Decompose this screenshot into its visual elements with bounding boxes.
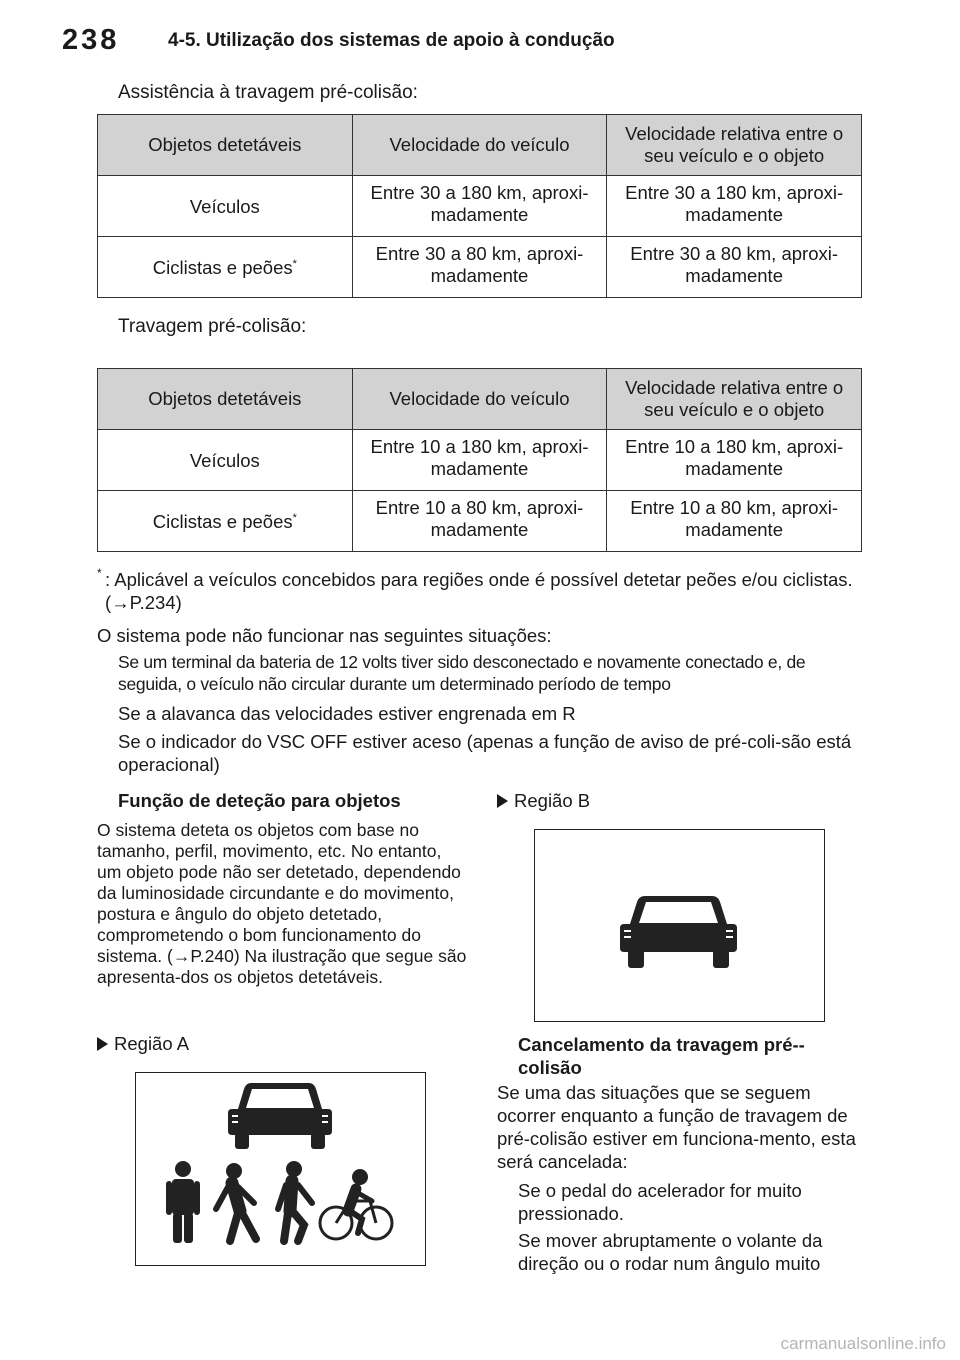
cancel-heading: Cancelamento da travagem pré--colisão	[518, 1034, 805, 1078]
table2-cell-object: Ciclistas e peões*	[98, 491, 353, 552]
region-b-figure	[534, 829, 825, 1022]
footnote	[97, 568, 867, 614]
table1-cell-speed: Entre 30 a 80 km, aproxi-madamente	[352, 237, 607, 298]
region-b-illustration	[535, 830, 824, 1021]
table-row	[98, 430, 862, 491]
table-pre-collision-assist	[97, 114, 862, 298]
walking-pedestrian-icon	[216, 1163, 256, 1241]
footnote-mark: *	[97, 566, 102, 580]
car-icon	[228, 1083, 332, 1149]
region-a-figure	[135, 1072, 426, 1266]
triangle-bullet-icon	[97, 1037, 108, 1051]
table2-cell-relative: Entre 10 a 80 km, aproxi-madamente	[607, 491, 862, 552]
triangle-bullet-icon	[497, 794, 508, 808]
table1-cell-relative: Entre 30 a 80 km, aproxi-madamente	[607, 237, 862, 298]
table1-cell-relative: Entre 30 a 180 km, aproxi-madamente	[607, 176, 862, 237]
situations-intro: O sistema pode não funcionar nas seguintes situações:	[97, 625, 552, 646]
table2-cell-speed: Entre 10 a 80 km, aproxi-madamente	[352, 491, 607, 552]
situation-item: Se a alavanca das velocidades estiver engrenada em R	[118, 703, 576, 724]
footnote-mark: *	[292, 257, 297, 270]
region-b-label: Região B	[497, 789, 590, 812]
table1-cell-object: Ciclistas e peões*	[98, 237, 353, 298]
table2-header-objects: Objetos detetáveis	[98, 369, 353, 430]
table-row	[98, 176, 862, 237]
detection-heading: Função de deteção para objetos	[118, 790, 401, 811]
pedestrian-icon	[278, 1161, 312, 1241]
detection-body: O sistema deteta os objetos com base no tamanho, perfil, movimento, etc. No entanto, um objeto pode não ser detetado, dependendo da luminosidade circundante e do movimento, postura e ângulo do objeto detetado, comprometendo o bom funcionamento do sistema. (→P.240) Na ilustração que segue são apresenta-dos os objetos detetáveis.	[97, 820, 467, 987]
region-a-illustration	[136, 1073, 425, 1265]
situation-item: Se um terminal da bateria de 12 volts tiver sido desconectado e novamente conectado e, de seguida, o veículo não circular durante um determinado período de tempo	[118, 652, 806, 694]
table-pre-collision-braking	[97, 368, 862, 552]
table2-cell-object: Veículos	[98, 430, 353, 491]
watermark: carmanualsonline.info	[780, 1334, 946, 1353]
table2-header-vehicle-speed: Velocidade do veículo	[352, 369, 607, 430]
table1-header-objects: Objetos detetáveis	[98, 115, 353, 176]
pedestrian-icon	[166, 1161, 200, 1243]
table1-label: Assistência à travagem pré-colisão:	[118, 82, 418, 103]
region-a-label: Região A	[97, 1032, 189, 1055]
table-row	[98, 237, 862, 298]
section-title: 4-5. Utilização dos sistemas de apoio à condução	[168, 30, 615, 51]
table1-header-relative-speed: Velocidade relativa entre o seu veículo e o objeto	[607, 115, 862, 176]
cancel-item: Se o pedal do acelerador for muito pressionado.	[518, 1180, 802, 1224]
table2-label: Travagem pré-colisão:	[118, 316, 307, 337]
table1-header-vehicle-speed: Velocidade do veículo	[352, 115, 607, 176]
cancel-item: Se mover abruptamente o volante da direção ou o rodar num ângulo muito	[518, 1230, 823, 1274]
footnote-text: : Aplicável a veículos concebidos para regiões onde é possível detetar peões e/ou ciclistas. (→P.234)	[105, 569, 853, 613]
table1-cell-object: Veículos	[98, 176, 353, 237]
table2-cell-relative: Entre 10 a 180 km, aproxi-madamente	[607, 430, 862, 491]
table2-cell-speed: Entre 10 a 180 km, aproxi-madamente	[352, 430, 607, 491]
page-number: 238	[62, 24, 120, 56]
table1-cell-speed: Entre 30 a 180 km, aproxi-madamente	[352, 176, 607, 237]
situation-item: Se o indicador do VSC OFF estiver aceso (apenas a função de aviso de pré-coli-são está operacional)	[118, 731, 852, 775]
car-icon	[620, 896, 737, 968]
table-row	[98, 491, 862, 552]
cyclist-icon	[320, 1169, 392, 1239]
footnote-mark: *	[292, 511, 297, 524]
cancel-body: Se uma das situações que se seguem ocorrer enquanto a função de travagem de pré-colisão estiver em funciona-mento, esta será cancelada:	[497, 1082, 856, 1172]
table2-header-relative-speed: Velocidade relativa entre o seu veículo e o objeto	[607, 369, 862, 430]
